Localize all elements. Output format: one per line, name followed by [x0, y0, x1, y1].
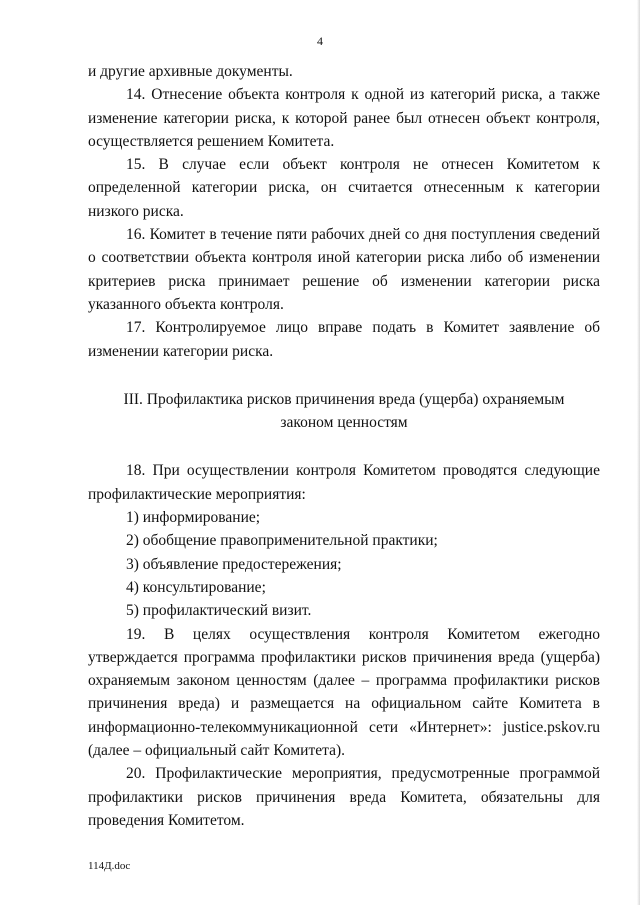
section-heading-line-2: законом ценностям	[280, 414, 408, 432]
document-body	[88, 60, 600, 832]
paragraph-20: 20. Профилактические мероприятия, предусмотренные программой профилактики рисков причинения вреда Комитета, обязательны для проведения Комитетом.	[88, 765, 600, 829]
section-heading	[88, 388, 600, 435]
list-item: 2) обобщение правоприменительной практики;	[126, 532, 438, 550]
list-item: 5) профилактический визит.	[126, 602, 312, 620]
list-item: 1) информирование;	[126, 509, 261, 527]
paragraph-16: 16. Комитет в течение пяти рабочих дней со дня поступления сведений о соответствии объекта контроля иной категории риска либо об изменении критериев риска принимает решение об изменении категории риска указанного объекта контроля.	[88, 226, 600, 313]
paragraph-18: 18. При осуществлении контроля Комитетом проводятся следующие профилактические мероприятия:	[88, 462, 600, 503]
paragraph-archive-continuation: и другие архивные документы.	[88, 63, 293, 80]
paragraph-19: 19. В целях осуществления контроля Комитетом ежегодно утверждается программа профилактики рисков причинения вреда (ущерба) охраняемым законом ценностям (далее – программа профилактики рисков причинения вреда) и размещается на официальном сайте Комитета в информационно-телекоммуникационной сети «Интернет»: justice.pskov.ru (далее – официальный сайт Комитета).	[88, 625, 600, 760]
page-number: 4	[317, 34, 323, 48]
section-heading-line-1: III. Профилактика рисков причинения вреда (ущерба) охраняемым	[123, 390, 565, 408]
footer-filename: 114Д.doc	[88, 860, 131, 872]
list-item: 4) консультирование;	[126, 578, 266, 596]
list-item: 3) объявление предостережения;	[126, 555, 342, 573]
paragraph-17: 17. Контролируемое лицо вправе подать в Комитет заявление об изменении категории риска.	[88, 319, 600, 360]
paragraph-14: 14. Отнесение объекта контроля к одной из категорий риска, а также изменение категории риска, к которой ранее был отнесен объект контроля, осуществляется решением Комитета.	[88, 86, 600, 150]
paragraph-15: 15. В случае если объект контроля не отнесен Комитетом к определенной категории риска, он считается отнесенным к категории низкого риска.	[88, 156, 600, 220]
